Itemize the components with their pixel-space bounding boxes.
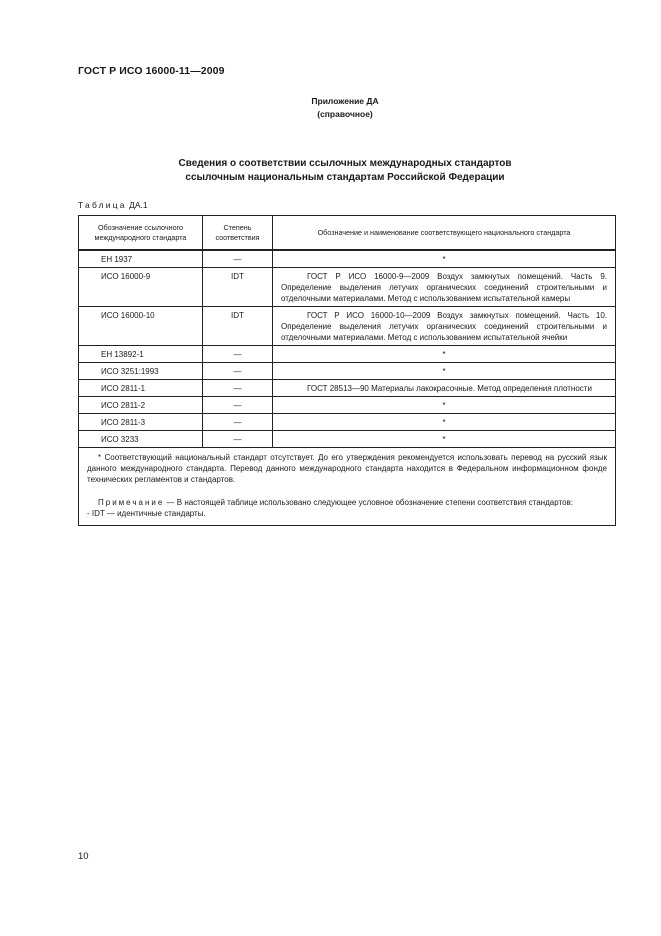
column-header-degree: Степень соответствия [203, 216, 273, 251]
table-row [79, 250, 616, 268]
note [87, 497, 607, 508]
cell-reference: ЕН 13892-1 [79, 346, 203, 363]
appendix-heading [0, 95, 661, 121]
table-row [79, 346, 616, 363]
column-header-national: Обозначение и наименование соответствующего национального стандарта [273, 216, 616, 251]
table-row [79, 268, 616, 307]
cell-national: * [273, 250, 616, 268]
note-text: — В настоящей таблице использовано следующее условное обозначение степени соответствия стандартов: [164, 498, 573, 507]
cell-degree: IDT [203, 307, 273, 346]
table-row [79, 414, 616, 431]
appendix-subtitle: (справочное) [317, 109, 373, 119]
cell-reference: ИСО 3251:1993 [79, 363, 203, 380]
cell-national: * [273, 346, 616, 363]
cell-reference: ИСО 2811-1 [79, 380, 203, 397]
table-row [79, 397, 616, 414]
cell-reference: ИСО 16000-9 [79, 268, 203, 307]
table-header-row [79, 216, 616, 251]
appendix-title: Приложение ДА [311, 96, 379, 106]
cell-national-text: ГОСТ 28513—90 Материалы лакокрасочные. Метод определения плотности [307, 384, 592, 393]
cell-reference: ИСО 2811-3 [79, 414, 203, 431]
page-number: 10 [78, 851, 89, 862]
cell-national [273, 307, 616, 346]
table-footer-row [79, 448, 616, 526]
cell-reference: ИСО 16000-10 [79, 307, 203, 346]
document-header: ГОСТ Р ИСО 16000-11—2009 [78, 65, 225, 77]
table-caption-number: ДА.1 [126, 200, 148, 210]
document-title [0, 157, 661, 185]
table-footer [79, 448, 616, 526]
cell-national: * [273, 397, 616, 414]
cell-degree: — [203, 397, 273, 414]
table-caption-word: Таблица [78, 200, 127, 210]
cell-reference: ИСО 3233 [79, 431, 203, 448]
table-row [79, 363, 616, 380]
cell-national-text: ГОСТ Р ИСО 16000-10—2009 Воздух замкнутых помещений. Часть 10. Определение выделения летучих органических соединений строительными и отделочными материалами. Метод с использованием испытательной ячейки [281, 311, 607, 342]
cell-degree: — [203, 363, 273, 380]
cell-national: * [273, 431, 616, 448]
cell-national: * [273, 363, 616, 380]
cell-reference: ЕН 1937 [79, 250, 203, 268]
cell-degree: — [203, 414, 273, 431]
footnote: * Соответствующий национальный стандарт отсутствует. До его утверждения рекомендуется использовать перевод на русский язык данного международного стандарта. Перевод данного международного стандарта находится в Федеральном информационном фонде технических регламентов и стандартов. [87, 453, 607, 484]
table-row [79, 380, 616, 397]
column-header-reference: Обозначение ссылочного международного стандарта [79, 216, 203, 251]
cell-national: * [273, 414, 616, 431]
table-row [79, 431, 616, 448]
cell-national-text: ГОСТ Р ИСО 16000-9—2009 Воздух замкнутых помещений. Часть 9. Определение выделения летучих органических соединений строительными и отделочными материалами. Метод с использованием испытательной камеры [281, 272, 607, 303]
cell-degree: — [203, 431, 273, 448]
table-row [79, 307, 616, 346]
note-label: Примечание [98, 498, 165, 507]
table-caption [78, 200, 148, 210]
correspondence-table [78, 215, 616, 526]
cell-national [273, 380, 616, 397]
cell-degree: IDT [203, 268, 273, 307]
note-item: - IDT — идентичные стандарты. [87, 509, 206, 518]
cell-degree: — [203, 250, 273, 268]
document-title-line2: ссылочным национальным стандартам Российской Федерации [185, 172, 505, 183]
cell-national [273, 268, 616, 307]
cell-degree: — [203, 346, 273, 363]
cell-degree: — [203, 380, 273, 397]
document-title-line1: Сведения о соответствии ссылочных международных стандартов [178, 158, 512, 169]
cell-reference: ИСО 2811-2 [79, 397, 203, 414]
